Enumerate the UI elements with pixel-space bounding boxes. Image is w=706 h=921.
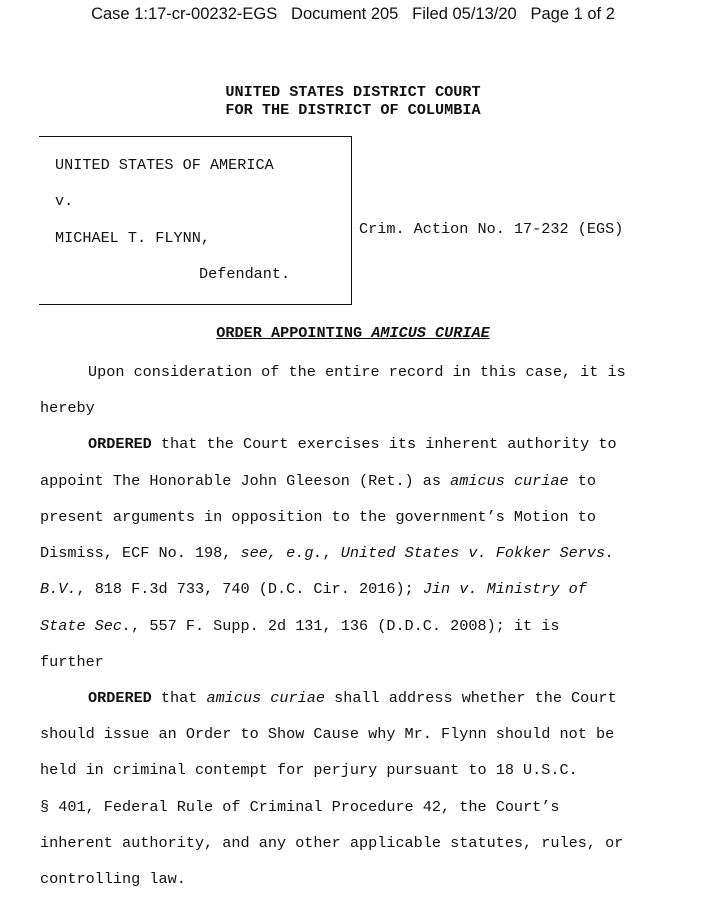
page-count: Page 1 of 2 [530,5,615,23]
body-line: further [40,653,104,671]
ecf-header [0,5,706,24]
caption-defendant-label: Defendant. [199,265,291,283]
body-line: § 401, Federal Rule of Criminal Procedure 42, the Court’s [40,798,560,816]
caption-versus: v. [55,192,74,210]
body-line: inherent authority, and any other applicable statutes, rules, or [40,834,624,852]
body-line: controlling law. [40,870,186,888]
document-number: Document 205 [291,5,399,23]
body-line: should issue an Order to Show Cause why Mr. Flynn should not be [40,725,615,743]
ordered-keyword: ORDERED [88,435,152,453]
body-line: State Sec., 557 F. Supp. 2d 131, 136 (D.D.C. 2008); it is [40,617,560,635]
body-line: ORDERED that the Court exercises its inherent authority to [88,435,617,453]
order-title-italic: AMICUS CURIAE [371,324,490,342]
body-line: hereby [40,399,95,417]
body-line: B.V., 818 F.3d 733, 740 (D.C. Cir. 2016); Jin v. Ministry of [40,580,587,598]
body-line: Dismiss, ECF No. 198, see, e.g., United States v. Fokker Servs. [40,544,615,562]
court-name-line1: UNITED STATES DISTRICT COURT [225,83,481,101]
body-line: Upon consideration of the entire record in this case, it is [88,363,626,381]
order-title: ORDER APPOINTING AMICUS CURIAE [216,324,490,342]
body-line: appoint The Honorable John Gleeson (Ret.) as amicus curiae to [40,472,596,490]
case-number: Case 1:17-cr-00232-EGS [91,5,278,23]
court-name-line2: FOR THE DISTRICT OF COLUMBIA [225,101,481,119]
body-line: held in criminal contempt for perjury pursuant to 18 U.S.C. [40,761,578,779]
caption-plaintiff: UNITED STATES OF AMERICA [55,156,274,174]
body-line: present arguments in opposition to the government’s Motion to [40,508,596,526]
ordered-keyword: ORDERED [88,689,152,707]
body-line: ORDERED that amicus curiae shall address whether the Court [88,689,617,707]
criminal-action-number: Crim. Action No. 17-232 (EGS) [359,220,624,238]
filed-date: Filed 05/13/20 [412,5,517,23]
caption-defendant-name: MICHAEL T. FLYNN, [55,229,210,247]
